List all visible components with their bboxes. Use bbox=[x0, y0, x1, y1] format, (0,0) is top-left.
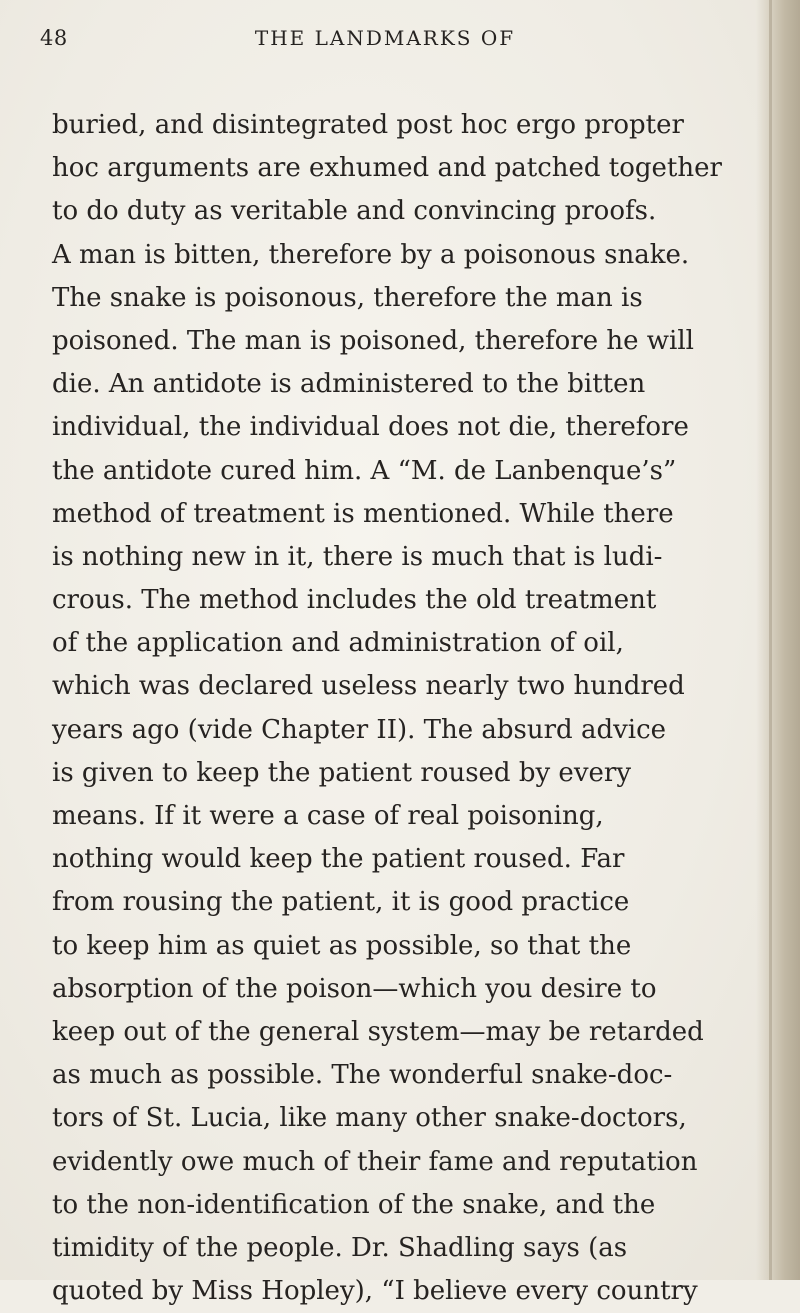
text-line: nothing would keep the patient roused. Far bbox=[52, 844, 625, 875]
text-line: to the non-identification of the snake, and the bbox=[52, 1189, 656, 1220]
text-line: quoted by Miss Hopley), “I believe every country bbox=[52, 1276, 698, 1307]
page-edge-shadow bbox=[756, 0, 800, 1280]
text-line: years ago (vide Chapter II). The absurd advice bbox=[52, 714, 667, 745]
page-number: 48 bbox=[40, 26, 68, 50]
running-head-title: THE LANDMARKS OF bbox=[254, 26, 516, 50]
text-line: The snake is poisonous, therefore the man is bbox=[52, 282, 643, 313]
text-line: as much as possible. The wonderful snake-doc- bbox=[52, 1060, 673, 1091]
text-line: means. If it were a case of real poisoning, bbox=[52, 801, 604, 831]
running-head bbox=[40, 26, 730, 62]
text-line: from rousing the patient, it is good practice bbox=[52, 887, 630, 918]
text-line: poisoned. The man is poisoned, therefore he will bbox=[52, 325, 695, 356]
text-line: the antidote cured him. A “M. de Lanbenque’s” bbox=[52, 455, 677, 486]
binding-edge bbox=[769, 0, 772, 1280]
text-line: buried, and disintegrated post hoc ergo propter bbox=[52, 110, 684, 140]
text-line: of the application and administration of oil, bbox=[52, 628, 624, 659]
text-line: individual, the individual does not die, therefore bbox=[52, 412, 689, 443]
text-line: die. An antidote is administered to the bitten bbox=[52, 369, 646, 400]
text-line: is given to keep the patient roused by every bbox=[52, 757, 632, 788]
text-line: keep out of the general system—may be retarded bbox=[52, 1016, 704, 1047]
body-text bbox=[52, 104, 732, 1313]
text-line: is nothing new in it, there is much that is ludi- bbox=[52, 541, 663, 572]
text-line: crous. The method includes the old treatment bbox=[52, 585, 657, 616]
text-line: to keep him as quiet as possible, so that the bbox=[52, 930, 632, 961]
text-line: hoc arguments are exhumed and patched together bbox=[52, 153, 722, 184]
text-line: evidently owe much of their fame and reputation bbox=[52, 1146, 698, 1177]
text-line: method of treatment is mentioned. While there bbox=[52, 498, 674, 529]
text-line: to do duty as veritable and convincing proofs. bbox=[52, 196, 657, 227]
text-line: absorption of the poison—which you desire to bbox=[52, 973, 657, 1004]
text-line: tors of St. Lucia, like many other snake-doctors, bbox=[52, 1103, 687, 1134]
text-line: timidity of the people. Dr. Shadling says (as bbox=[52, 1232, 628, 1263]
text-line: which was declared useless nearly two hundred bbox=[52, 671, 685, 702]
text-line: A man is bitten, therefore by a poisonous snake. bbox=[52, 239, 690, 270]
